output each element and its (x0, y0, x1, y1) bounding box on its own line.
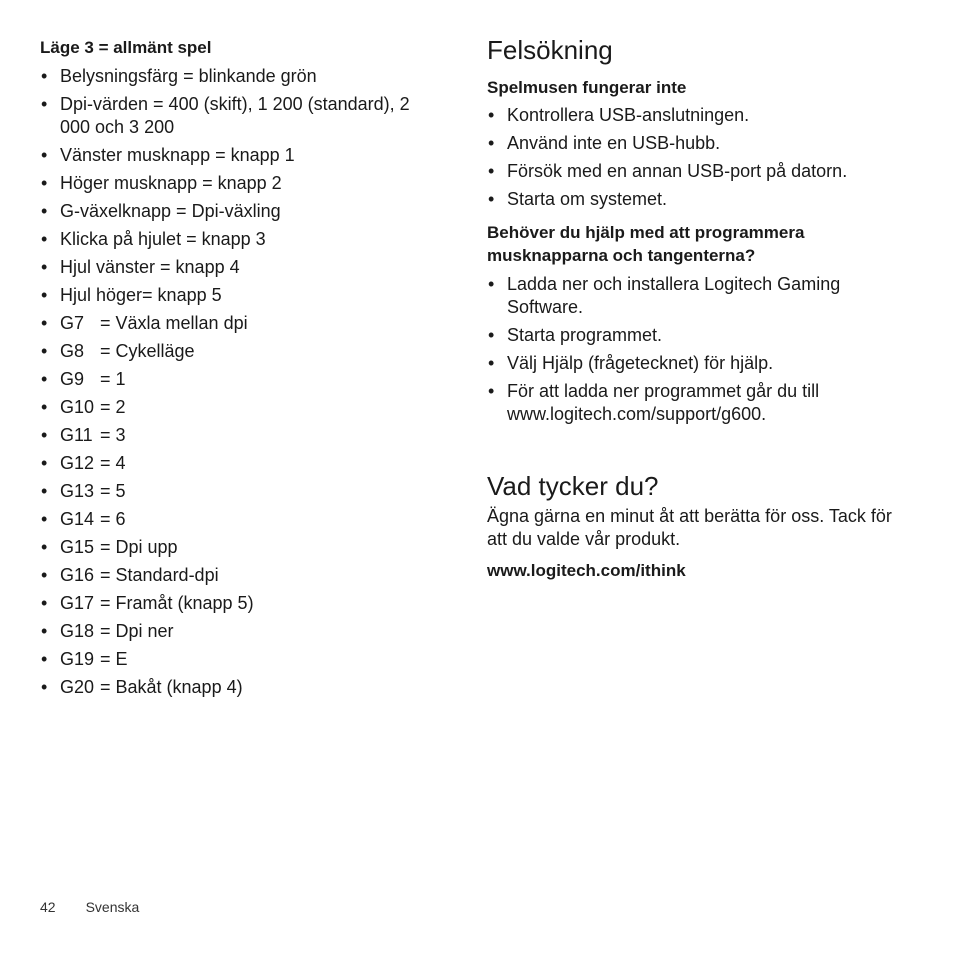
gkey-value: = 5 (100, 481, 126, 501)
gkey-item (40, 592, 440, 615)
list-item: • Försök med en annan USB-port på datorn. (487, 160, 907, 183)
gkey-item (40, 368, 440, 391)
page-footer (40, 899, 139, 915)
list-item: • Höger musknapp = knapp 2 (40, 172, 440, 195)
programming-help-list (487, 273, 887, 431)
gkey-label: G18 (60, 621, 95, 641)
list-item: • Hjul vänster = knapp 4 (40, 256, 440, 279)
list-item: • Kontrollera USB-anslutningen. (487, 104, 907, 127)
list-item: • Starta programmet. (487, 324, 887, 347)
gkey-value: = Dpi upp (100, 537, 178, 557)
gkey-label: G19 (60, 649, 95, 669)
footer-language: Svenska (85, 899, 140, 915)
feedback-link[interactable]: www.logitech.com/ithink (487, 561, 686, 580)
gkey-label: G12 (60, 453, 95, 473)
gkey-label: G17 (60, 593, 95, 613)
page-number: 42 (40, 899, 56, 915)
gkey-label: G14 (60, 509, 95, 529)
gkey-item (40, 452, 440, 475)
list-item: • Använd inte en USB-hubb. (487, 132, 907, 155)
list-item: • Starta om systemet. (487, 188, 907, 211)
gkey-value: = E (100, 649, 128, 669)
gkey-value: = Växla mellan dpi (100, 313, 248, 333)
list-item: • Välj Hjälp (frågetecknet) för hjälp. (487, 352, 887, 375)
gkey-item (40, 536, 440, 559)
gkey-value: = Framåt (knapp 5) (100, 593, 254, 613)
gkey-item (40, 340, 440, 363)
gkey-item (40, 396, 440, 419)
gkey-value: = Bakåt (knapp 4) (100, 677, 243, 697)
mode-3-list (40, 65, 440, 704)
troubleshooting-list (487, 104, 907, 216)
gkey-item (40, 620, 440, 643)
gkey-value: = 6 (100, 509, 126, 529)
list-item: • För att ladda ner programmet går du till www.logitech.com/support/g600. (487, 380, 887, 426)
gkey-label: G8 (60, 341, 85, 361)
gkey-label: G10 (60, 397, 95, 417)
list-item: • Ladda ner och installera Logitech Gaming Software. (487, 273, 887, 319)
programming-help-heading: Behöver du hjälp med att programmera musknapparna och tangenterna? (487, 223, 805, 265)
gkey-value: = Dpi ner (100, 621, 174, 641)
gkey-item (40, 480, 440, 503)
gkey-label: G13 (60, 481, 95, 501)
feedback-text: Ägna gärna en minut åt att berätta för oss. Tack för att du valde vår produkt. (487, 506, 892, 549)
gkey-value: = 1 (100, 369, 126, 389)
list-item: • Hjul höger= knapp 5 (40, 284, 440, 307)
gkey-value: = 3 (100, 425, 126, 445)
gkey-value: = Cykelläge (100, 341, 195, 361)
mode-3-heading: Läge 3 = allmänt spel (40, 38, 212, 57)
gkey-item (40, 564, 440, 587)
gkey-item (40, 508, 440, 531)
gkey-item (40, 648, 440, 671)
mouse-not-working-heading: Spelmusen fungerar inte (487, 78, 687, 97)
gkey-label: G9 (60, 369, 85, 389)
gkey-label: G20 (60, 677, 95, 697)
list-item: • Klicka på hjulet = knapp 3 (40, 228, 440, 251)
gkey-label: G7 (60, 313, 85, 333)
gkey-label: G15 (60, 537, 95, 557)
gkey-item (40, 424, 440, 447)
list-item: • Dpi-värden = 400 (skift), 1 200 (standard), 2 000 och 3 200 (40, 93, 440, 139)
gkey-label: G11 (60, 425, 93, 445)
gkey-item (40, 676, 440, 699)
gkey-label: G16 (60, 565, 95, 585)
troubleshooting-title: Felsökning (487, 35, 613, 65)
list-item: • Belysningsfärg = blinkande grön (40, 65, 440, 88)
list-item: • Vänster musknapp = knapp 1 (40, 144, 440, 167)
gkey-value: = Standard-dpi (100, 565, 219, 585)
gkey-item (40, 312, 440, 335)
list-item: • G-växelknapp = Dpi-växling (40, 200, 440, 223)
feedback-title: Vad tycker du? (487, 471, 659, 501)
gkey-value: = 4 (100, 453, 126, 473)
gkey-value: = 2 (100, 397, 126, 417)
